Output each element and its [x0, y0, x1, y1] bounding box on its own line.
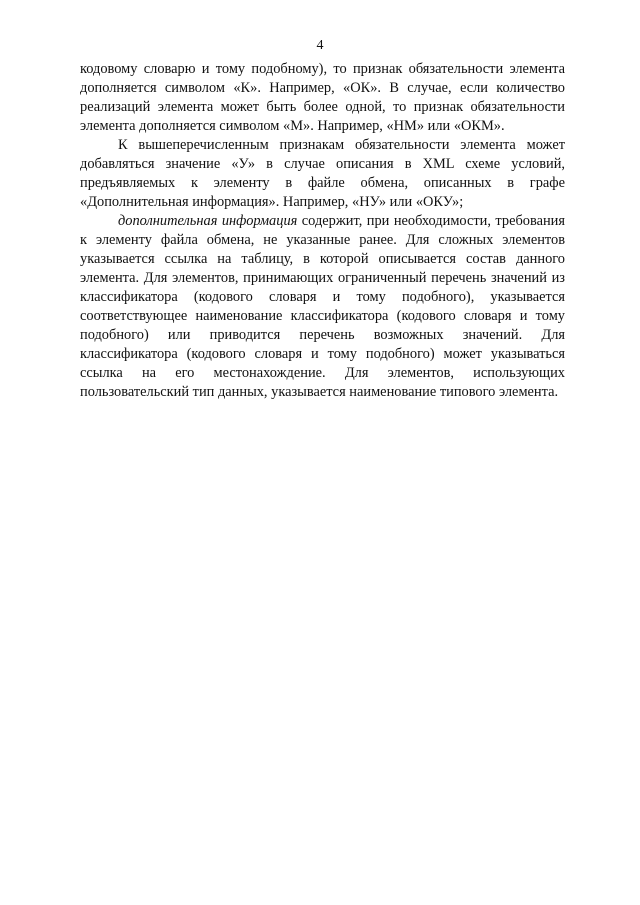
paragraph-conditional-value: К вышеперечисленным признакам обязательности элемента может добавляться значение «У» в случае описания в XML схеме условий, предъявляемых к элементу в файле обмена, описанных в графе «Дополнительная информация». Например, «НУ» или «ОКУ»; — [80, 137, 565, 210]
additional-info-text: содержит, при необходимости, требования к элементу файла обмена, не указанные ранее. Для сложных элементов указывается ссылка на таблицу, в которой описывается состав данного элемента. Для элементов, принимающих ограниченный перечень значений из классификатора (кодового словаря и тому подобного), указывается соответствующее наименование классификатора (кодового словаря и тому подобного) или приводится перечень возможных значений. Для классификатора (кодового словаря и тому подобного) может указываться ссылка на его местонахождение. Для элементов, использующих пользовательский тип данных, указывается наименование типового элемента. — [80, 213, 565, 400]
additional-info-term: дополнительная информация — [118, 213, 298, 229]
document-body — [80, 60, 565, 402]
page-number: 4 — [316, 38, 324, 53]
paragraph-additional-info — [80, 212, 565, 402]
paragraph-obligatory-sign-continuation: кодовому словарю и тому подобному), то признак обязательности элемента дополняется символом «К». Например, «ОК». В случае, если количество реализаций элемента может быть более одной, то признак обязательности элемента дополняется символом «М». Например, «НМ» или «ОКМ». — [80, 61, 565, 134]
